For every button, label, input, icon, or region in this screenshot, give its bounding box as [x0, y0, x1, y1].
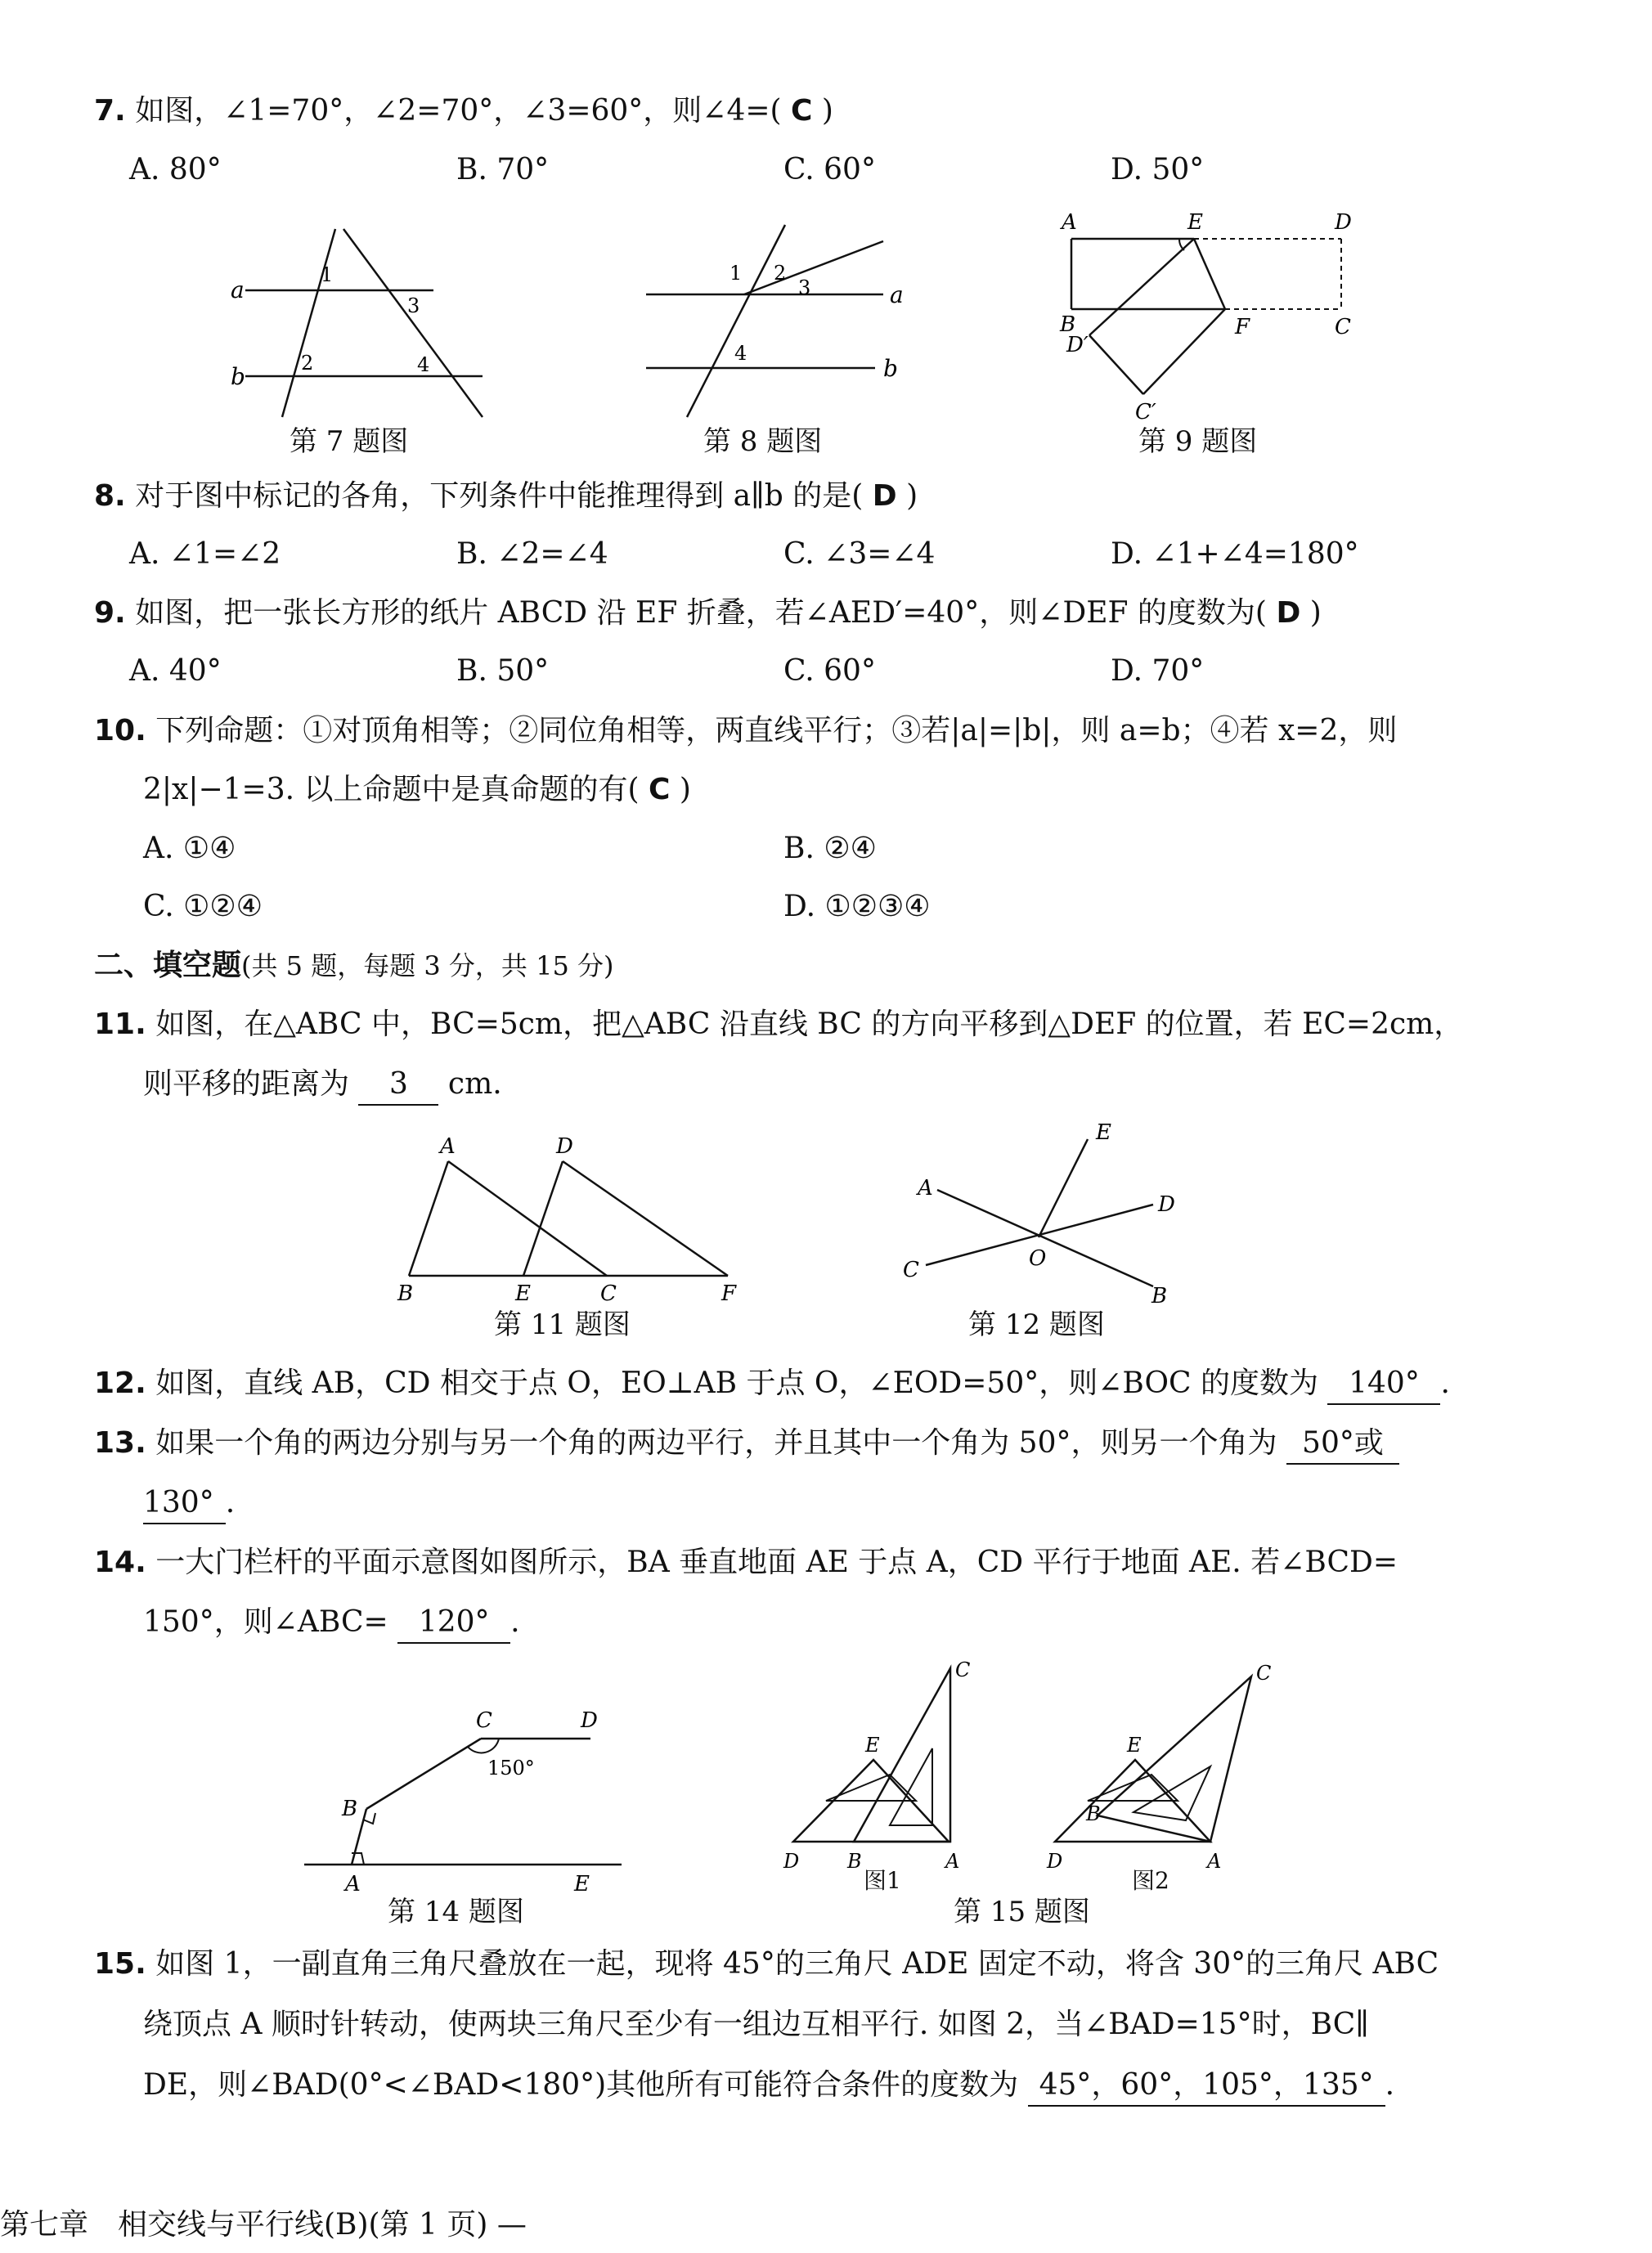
answer-blank: 140°	[1327, 1364, 1440, 1405]
triangle-abc-rotated	[1098, 1676, 1251, 1842]
label-B: B	[397, 1281, 414, 1306]
option-b: B. ∠2=∠4	[456, 537, 608, 571]
caption-fig14: 第 14 题图	[388, 1896, 524, 1928]
angle-4: 4	[417, 353, 430, 376]
angle-4: 4	[734, 342, 747, 365]
question-text: 如图，把一张长方形的纸片 ABCD 沿 EF 折叠，若∠AED′=40°，则∠DEF 的度数为(	[135, 596, 1267, 630]
label-A: A	[945, 1850, 960, 1873]
triangle-ade-inner	[826, 1775, 916, 1801]
label-E: E	[1127, 1734, 1142, 1757]
answer-blank-part1: 50°或	[1286, 1424, 1399, 1465]
figure-15	[777, 1652, 1300, 1881]
answer: C	[791, 94, 813, 128]
angle-2: 2	[774, 262, 787, 285]
label-D: D	[1158, 1192, 1175, 1217]
angle-150: 150°	[487, 1757, 535, 1780]
label-A: A	[1207, 1850, 1222, 1873]
label-C: C	[955, 1658, 971, 1681]
caption-fig15: 第 15 题图	[954, 1896, 1090, 1928]
ray-oe	[1039, 1139, 1088, 1237]
caption-fig8: 第 8 题图	[703, 425, 823, 458]
bar-bc	[366, 1739, 481, 1809]
label-D-prime: D′	[1066, 333, 1089, 357]
label-A: A	[440, 1134, 456, 1159]
label-E: E	[1096, 1120, 1111, 1145]
question-11-line2	[143, 1065, 502, 1106]
angle-1: 1	[729, 262, 743, 285]
option-a: A. 80°	[129, 153, 222, 186]
label-C: C	[1256, 1662, 1272, 1685]
question-15-line3	[143, 2066, 1394, 2107]
question-number: 10.	[94, 714, 146, 747]
figure-14	[294, 1693, 638, 1897]
question-15-line1	[94, 1945, 1439, 1984]
label-b: b	[231, 363, 245, 390]
question-10-line1	[94, 711, 1397, 751]
label-b: b	[883, 355, 898, 382]
option-b: B. ②④	[783, 832, 877, 865]
answer: D	[1276, 596, 1301, 630]
answer: D	[872, 479, 897, 513]
label-C: C	[600, 1281, 617, 1306]
edge-cf-prime	[1143, 309, 1225, 394]
edge-ab	[409, 1161, 448, 1276]
answer-blank: 45°，60°，105°，135°	[1028, 2066, 1385, 2107]
label-O: O	[1029, 1246, 1047, 1271]
figure-9	[1039, 204, 1390, 425]
question-text: 绕顶点 A 顺时针转动，使两块三角尺至少有一组边互相平行. 如图 2，当∠BAD=15°时，BC∥	[143, 2008, 1369, 2041]
caption-fig15-1: 图1	[864, 1867, 901, 1894]
caption-fig7: 第 7 题图	[290, 425, 409, 458]
triangle-abc-inner	[1134, 1766, 1210, 1820]
edge-df	[563, 1161, 728, 1276]
option-d: D. ∠1+∠4=180°	[1111, 537, 1359, 571]
question-number: 12.	[94, 1367, 146, 1400]
caption-fig12: 第 12 题图	[968, 1308, 1105, 1341]
label-A: A	[918, 1176, 933, 1201]
question-7	[94, 92, 833, 131]
question-text: DE，则∠BAD(0°<∠BAD<180°)其他所有可能符合条件的度数为	[143, 2068, 1019, 2102]
question-13-line1	[94, 1424, 1399, 1465]
option-d: D. 50°	[1111, 153, 1205, 186]
question-text: 如图 1，一副直角三角尺叠放在一起，现将 45°的三角尺 ADE 固定不动，将含 30°的三角尺 ABC	[155, 1947, 1439, 1981]
section-title: 二、填空题	[94, 949, 242, 982]
option-c: C. ∠3=∠4	[783, 537, 936, 571]
paren-close: )	[906, 479, 918, 513]
label-C: C	[903, 1258, 919, 1282]
transversal	[687, 225, 785, 417]
label-B: B	[847, 1850, 862, 1873]
option-b: B. 70°	[456, 153, 550, 186]
question-number: 9.	[94, 596, 126, 630]
question-9	[94, 594, 1322, 633]
end-mark: .	[1440, 1367, 1450, 1400]
question-text: 150°，则∠ABC=	[143, 1605, 388, 1639]
label-D: D	[581, 1708, 598, 1733]
unit: cm.	[447, 1067, 502, 1101]
question-10-line2	[143, 770, 691, 810]
answer-blank-part2: 130°	[143, 1483, 226, 1524]
label-E: E	[865, 1734, 880, 1757]
question-number: 11.	[94, 1008, 146, 1041]
label-A: A	[1062, 210, 1077, 235]
answer-blank: 120°	[397, 1603, 510, 1644]
caption-fig15-2: 图2	[1132, 1867, 1169, 1894]
question-14-line2	[143, 1603, 520, 1644]
question-text: 如图，∠1=70°，∠2=70°，∠3=60°，则∠4=(	[135, 94, 782, 128]
edge-dc-prime	[1089, 335, 1143, 394]
question-13-line2	[143, 1483, 235, 1524]
option-c: C. 60°	[783, 654, 876, 688]
option-a: A. 40°	[129, 654, 222, 688]
option-a: A. ∠1=∠2	[129, 537, 281, 571]
angle-arc	[1179, 239, 1184, 250]
label-E: E	[574, 1872, 590, 1896]
label-B: B	[342, 1797, 358, 1821]
figure-8	[638, 213, 916, 425]
option-a: A. ①④	[143, 832, 236, 865]
label-D: D	[783, 1850, 800, 1873]
end-mark: .	[510, 1605, 520, 1639]
label-B: B	[1086, 1802, 1101, 1825]
question-text: 下列命题：①对顶角相等；②同位角相等，两直线平行；③若|a|=|b|，则 a=b；④若 x=2，则	[155, 714, 1398, 747]
section-note: (共 5 题，每题 3 分，共 15 分)	[241, 950, 614, 981]
label-A: A	[345, 1872, 361, 1896]
end-mark: .	[1385, 2068, 1395, 2102]
figure-7	[213, 213, 507, 425]
question-number: 7.	[94, 94, 126, 128]
paren-close: )	[821, 94, 833, 128]
paren-close: )	[1309, 596, 1322, 630]
label-F: F	[721, 1281, 737, 1306]
option-b: B. 50°	[456, 654, 550, 688]
label-C: C	[476, 1708, 492, 1733]
paren-close: )	[679, 773, 691, 806]
edge-ac	[448, 1161, 607, 1276]
angle-2: 2	[301, 352, 314, 375]
label-F: F	[1235, 315, 1250, 339]
label-E: E	[515, 1281, 531, 1306]
question-14-line1	[94, 1543, 1398, 1582]
angle-3: 3	[407, 294, 420, 317]
label-C: C	[1335, 315, 1351, 339]
answer: C	[649, 773, 671, 806]
label-D: D	[1047, 1850, 1063, 1873]
page-footer: 第七章 相交线与平行线(B)(第 1 页) —	[0, 2208, 527, 2242]
angle-arc-c	[468, 1739, 499, 1753]
question-text: 如果一个角的两边分别与另一个角的两边平行，并且其中一个角为 50°，则另一个角为	[155, 1426, 1277, 1460]
question-text: 一大门栏杆的平面示意图如图所示，BA 垂直地面 AE 于点 A，CD 平行于地面 AE. 若∠BCD=	[155, 1546, 1398, 1579]
edge-ed-prime	[1089, 239, 1194, 335]
label-B: B	[1151, 1284, 1168, 1304]
answer-blank: 3	[358, 1065, 438, 1106]
option-c: C. ①②④	[143, 890, 263, 923]
question-number: 14.	[94, 1546, 146, 1579]
transversal-2	[343, 229, 483, 417]
figure-15-panel-1	[783, 1658, 970, 1873]
label-E: E	[1187, 210, 1203, 235]
transversal-1	[282, 229, 335, 417]
label-B: B	[1060, 312, 1076, 337]
option-d: D. 70°	[1111, 654, 1205, 688]
figure-15-panel-2	[1046, 1662, 1271, 1873]
label-D: D	[1335, 210, 1352, 235]
question-text: 如图，直线 AB，CD 相交于点 O，EO⊥AB 于点 O，∠EOD=50°，则∠BOC 的度数为	[155, 1367, 1319, 1400]
question-number: 8.	[94, 479, 126, 513]
label-C-prime: C′	[1135, 400, 1156, 424]
question-text: 2|x|−1=3. 以上命题中是真命题的有(	[143, 773, 640, 806]
label-a: a	[231, 276, 245, 303]
label-D: D	[556, 1134, 573, 1159]
triangle-abc-inner	[890, 1748, 932, 1825]
question-text: 如图，在△ABC 中，BC=5cm，把△ABC 沿直线 BC 的方向平移到△DEF 的位置，若 EC=2cm，	[155, 1008, 1464, 1041]
question-number: 15.	[94, 1947, 146, 1981]
triangle-ade-inner	[1088, 1775, 1178, 1801]
caption-fig9: 第 9 题图	[1138, 425, 1258, 458]
ray	[744, 241, 883, 294]
question-number: 13.	[94, 1426, 146, 1460]
fold-ef	[1194, 239, 1225, 309]
figure-11	[384, 1129, 761, 1308]
question-11-line1	[94, 1005, 1463, 1044]
caption-fig11: 第 11 题图	[494, 1308, 631, 1341]
angle-3: 3	[798, 276, 811, 299]
label-a: a	[890, 281, 904, 308]
figure-12	[891, 1116, 1202, 1304]
end-mark: .	[225, 1486, 236, 1519]
question-text: 对于图中标记的各角，下列条件中能推理得到 a∥b 的是(	[135, 479, 864, 513]
question-12	[94, 1364, 1450, 1405]
option-c: C. 60°	[783, 153, 876, 186]
question-15-line2	[143, 2005, 1369, 2044]
angle-1: 1	[321, 263, 334, 286]
line-ab	[937, 1190, 1153, 1286]
edge-de	[523, 1161, 563, 1276]
option-d: D. ①②③④	[783, 890, 931, 923]
question-text: 则平移的距离为	[143, 1067, 350, 1101]
section-2-heading	[94, 946, 613, 985]
question-8	[94, 477, 918, 516]
